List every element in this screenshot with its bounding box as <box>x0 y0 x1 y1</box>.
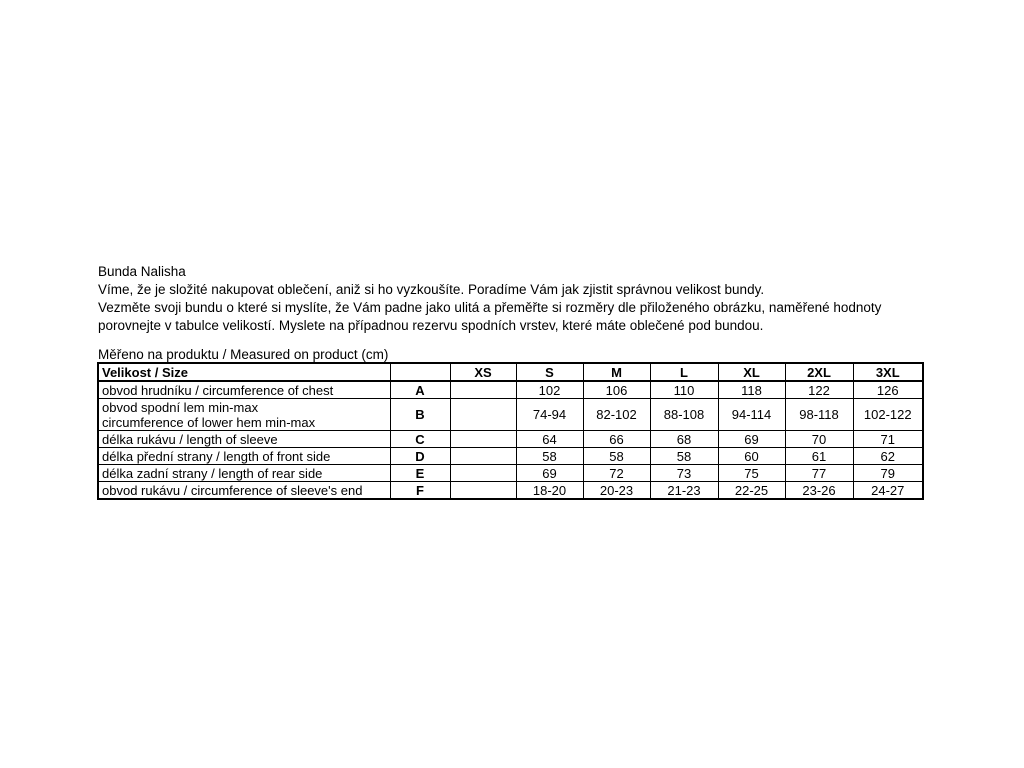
value-cell: 106 <box>583 381 650 399</box>
value-cell: 102-122 <box>853 399 923 431</box>
value-cell: 122 <box>785 381 853 399</box>
table-caption: Měřeno na produktu / Measured on product (cm) <box>98 347 389 362</box>
table-row-lower-hem <box>98 399 923 431</box>
row-label: obvod rukávu / circumference of sleeve's end <box>98 482 390 500</box>
size-table <box>97 362 924 500</box>
value-cell: 75 <box>718 465 785 482</box>
table-row-sleeve-end <box>98 482 923 500</box>
row-letter: A <box>390 381 450 399</box>
header-size-xs: XS <box>450 363 516 381</box>
row-letter: D <box>390 448 450 465</box>
row-label: obvod hrudníku / circumference of chest <box>98 381 390 399</box>
value-cell: 73 <box>650 465 718 482</box>
row-label: délka přední strany / length of front side <box>98 448 390 465</box>
table-row-chest <box>98 381 923 399</box>
value-cell: 88-108 <box>650 399 718 431</box>
product-title: Bunda Nalisha <box>98 264 186 279</box>
value-cell: 22-25 <box>718 482 785 500</box>
row-label-line-1: obvod spodní lem min-max <box>102 399 259 415</box>
value-cell <box>450 465 516 482</box>
value-cell: 58 <box>650 448 718 465</box>
header-size-3xl: 3XL <box>853 363 923 381</box>
header-size-s: S <box>516 363 583 381</box>
intro-line-3: porovnejte v tabulce velikostí. Myslete na případnou rezervu spodních vrstev, které máte oblečené pod bundou. <box>98 318 764 333</box>
value-cell: 66 <box>583 431 650 448</box>
value-cell: 18-20 <box>516 482 583 500</box>
value-cell: 118 <box>718 381 785 399</box>
header-size-xl: XL <box>718 363 785 381</box>
row-letter: C <box>390 431 450 448</box>
value-cell: 58 <box>516 448 583 465</box>
value-cell: 64 <box>516 431 583 448</box>
value-cell: 70 <box>785 431 853 448</box>
intro-line-2: Vezměte svoji bundu o které si myslíte, že Vám padne jako ulitá a přeměřte si rozměry dle přiloženého obrázku, naměřené hodnoty <box>98 300 882 315</box>
value-cell: 102 <box>516 381 583 399</box>
value-cell <box>450 399 516 431</box>
header-size-2xl: 2XL <box>785 363 853 381</box>
table-row-rear-length <box>98 465 923 482</box>
value-cell: 74-94 <box>516 399 583 431</box>
value-cell: 126 <box>853 381 923 399</box>
header-size-l: L <box>650 363 718 381</box>
row-letter: F <box>390 482 450 500</box>
value-cell <box>450 431 516 448</box>
value-cell: 58 <box>583 448 650 465</box>
intro-line-1: Víme, že je složité nakupovat oblečení, aniž si ho vyzkoušíte. Poradíme Vám jak zjistit správnou velikost bundy. <box>98 282 765 297</box>
row-label-line-2: circumference of lower hem min-max <box>102 414 316 430</box>
value-cell: 62 <box>853 448 923 465</box>
header-letter-cell <box>390 363 450 381</box>
row-label: délka zadní strany / length of rear side <box>98 465 390 482</box>
value-cell: 20-23 <box>583 482 650 500</box>
value-cell: 94-114 <box>718 399 785 431</box>
table-row-sleeve-length <box>98 431 923 448</box>
value-cell: 21-23 <box>650 482 718 500</box>
row-label: délka rukávu / length of sleeve <box>98 431 390 448</box>
value-cell: 69 <box>516 465 583 482</box>
value-cell: 61 <box>785 448 853 465</box>
value-cell: 24-27 <box>853 482 923 500</box>
value-cell <box>450 381 516 399</box>
value-cell: 82-102 <box>583 399 650 431</box>
value-cell: 71 <box>853 431 923 448</box>
table-header-row <box>98 363 923 381</box>
value-cell <box>450 448 516 465</box>
value-cell: 72 <box>583 465 650 482</box>
value-cell <box>450 482 516 500</box>
intro-text <box>98 263 881 335</box>
table-row-front-length <box>98 448 923 465</box>
value-cell: 79 <box>853 465 923 482</box>
row-letter: E <box>390 465 450 482</box>
value-cell: 68 <box>650 431 718 448</box>
row-label <box>98 399 390 431</box>
header-size-m: M <box>583 363 650 381</box>
value-cell: 77 <box>785 465 853 482</box>
header-size-label: Velikost / Size <box>98 363 390 381</box>
value-cell: 23-26 <box>785 482 853 500</box>
row-letter: B <box>390 399 450 431</box>
value-cell: 110 <box>650 381 718 399</box>
value-cell: 69 <box>718 431 785 448</box>
value-cell: 60 <box>718 448 785 465</box>
value-cell: 98-118 <box>785 399 853 431</box>
